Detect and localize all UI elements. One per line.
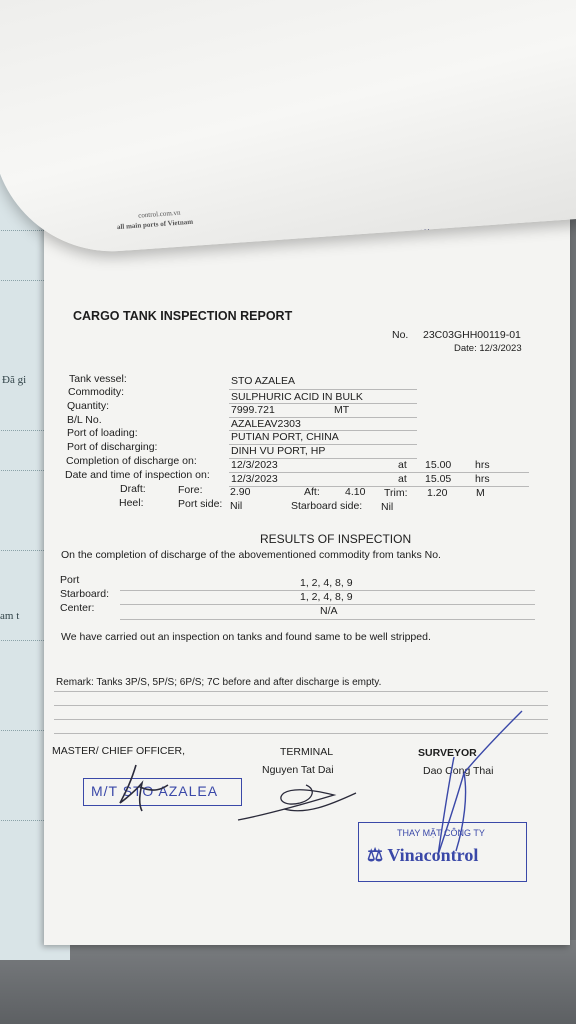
completion-at: at: [398, 459, 407, 471]
terminal-name: Nguyen Tat Dai: [262, 764, 334, 776]
vessel-stamp-text: M/T STO AZALEA: [91, 783, 219, 799]
report-no: 23C03GHH00119-01: [423, 329, 521, 341]
completion-unit: hrs: [475, 459, 490, 471]
bl-label: B/L No.: [67, 414, 102, 426]
terminal-label: TERMINAL: [280, 746, 334, 758]
remark: Remark: Tanks 3P/S, 5P/S; 6P/S; 7C before and after discharge is empty.: [56, 677, 382, 688]
trim-value: 1.20: [427, 487, 448, 499]
port-side-label: Port side:: [178, 498, 223, 510]
quantity-unit: MT: [334, 404, 350, 416]
terminal-signature: [238, 785, 356, 820]
underlay-rule: [0, 550, 50, 551]
discharging-label: Port of discharging:: [67, 441, 158, 453]
commodity-label: Commodity:: [68, 386, 125, 398]
results-title: RESULTS OF INSPECTION: [260, 532, 412, 546]
aft-label: Aft:: [304, 486, 320, 498]
scales-logo-icon: ⚖: [367, 845, 384, 865]
master-signature: [120, 765, 168, 811]
tank-vessel-label: Tank vessel:: [69, 373, 127, 385]
fore-label: Fore:: [178, 484, 203, 496]
port-label: Port: [60, 574, 80, 586]
surveyor-signature: [438, 711, 522, 855]
commodity-value: SULPHURIC ACID IN BULK: [231, 391, 363, 403]
trim-unit: M: [476, 487, 485, 499]
handwritten-signatures: [44, 175, 570, 945]
underlay-rule: [0, 230, 50, 231]
cover-site-text: control.com.vn: [137, 208, 181, 220]
report-date: Date: 12/3/2023: [454, 343, 522, 354]
underlay-rule: [0, 280, 50, 281]
fore-value: 2.90: [230, 486, 251, 498]
report-title: CARGO TANK INSPECTION REPORT: [73, 309, 293, 323]
surveyor-label: SURVEYOR: [418, 747, 477, 759]
master-label: MASTER/ CHIEF OFFICER,: [52, 745, 186, 757]
underlay-rule: [0, 430, 50, 431]
underlay-rule: [0, 820, 50, 821]
starboard-label: Starboard:: [60, 588, 110, 600]
tank-vessel-value: STO AZALEA: [231, 375, 295, 387]
quantity-label: Quantity:: [67, 400, 110, 412]
bl-value: AZALEAV2303: [231, 418, 301, 430]
draft-label: Draft:: [120, 483, 146, 495]
starboard-tanks: 1, 2, 4, 8, 9: [300, 591, 353, 603]
company-stamp-caption: THAY MẶT CÔNG TY: [397, 828, 485, 838]
discharging-value: DINH VU PORT, HP: [231, 445, 326, 457]
port-side-value: Nil: [230, 500, 243, 512]
loading-label: Port of loading:: [67, 427, 138, 439]
report-sheet: [44, 175, 570, 945]
starboard-side-label: Starboard side:: [291, 500, 363, 512]
desk-surface: [0, 940, 576, 1024]
underlay-rule: [0, 730, 50, 731]
side-text-b: am t: [0, 610, 20, 622]
completion-time: 15.00: [425, 459, 452, 471]
inspection-label: Date and time of inspection on:: [65, 469, 210, 481]
results-statement: We have carried out an inspection on tanks and found same to be well stripped.: [61, 631, 431, 643]
center-label: Center:: [60, 602, 95, 614]
side-text-a: Đã gi: [2, 374, 27, 386]
loading-value: PUTIAN PORT, CHINA: [231, 431, 339, 443]
company-stamp-brand-text: Vinacontrol: [387, 845, 479, 865]
underlay-rule: [0, 640, 50, 641]
cover-ports-text: all main ports of Vietnam: [116, 217, 194, 232]
inspection-at: at: [398, 473, 407, 485]
surveyor-name: Dao Cong Thai: [423, 765, 494, 777]
aft-value: 4.10: [345, 486, 366, 498]
report-no-label: No.: [392, 329, 409, 341]
port-tanks: 1, 2, 4, 8, 9: [300, 577, 353, 589]
trim-label: Trim:: [384, 487, 408, 499]
center-tanks: N/A: [320, 605, 338, 617]
heel-label: Heel:: [119, 497, 144, 509]
starboard-side-value: Nil: [381, 501, 394, 513]
completion-date: 12/3/2023: [231, 459, 278, 471]
completion-label: Completion of discharge on:: [66, 455, 197, 467]
underlay-rule: [0, 470, 50, 471]
quantity-value: 7999.721: [231, 404, 275, 416]
inspection-time: 15.05: [425, 473, 452, 485]
results-intro: On the completion of discharge of the abovementioned commodity from tanks No.: [61, 549, 441, 561]
folded-cover-page: [0, 0, 576, 259]
inspection-date: 12/3/2023: [231, 473, 278, 485]
inspection-unit: hrs: [475, 473, 490, 485]
